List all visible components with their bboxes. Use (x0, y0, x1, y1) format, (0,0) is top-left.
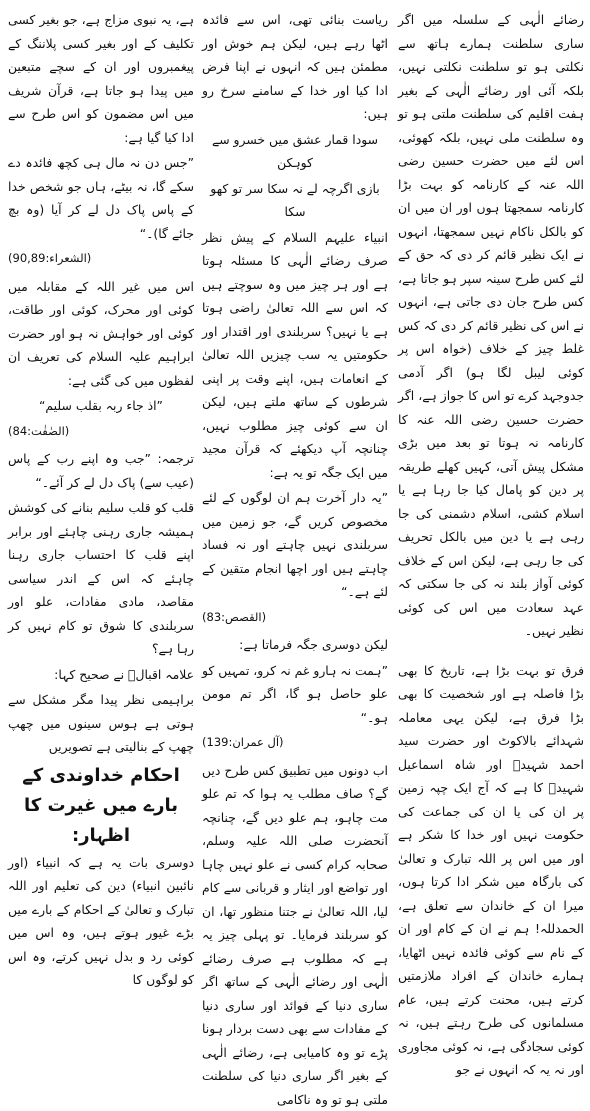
quran-quote: ”یہ دار آخرت ہم ان لوگوں کے لئے مخصوص کریں گے، جو زمین میں سربلندی نہیں چاہتے اور نہ فساد چاہتے ہیں اور اچھا انجام متقین کے لئے ہے۔“ (202, 486, 388, 604)
paragraph: رضائے الٰہی کے سلسلہ میں اگر ساری سلطنت ہمارے ہاتھ سے نکلتی ہو تو سلطنت نکلتی نہیں، بلکہ آئی اور رضائے الٰہی کے بغیر ہفت اقلیم کی سلطنت ملتی ہو تو وہ سلطنت ملی نہیں، بلکہ کھوئی، اس لئے میں حضرت حسین رضی اللہ عنہ کے کارنامہ کو بہت بڑا کارنامہ سمجھتا ہوں اور ان میں ان کو بالکل ناکام نہیں سمجھتا، انہوں نے ایک نظیر قائم کر دی کہ حق کے لئے کس طرح سینہ سپر ہو جاتا ہے، کس طرح جان دی جاتی ہے، انہوں نے اس کی نظیر قائم کر دی کہ کس غلط چیز کے خلاف (خواہ اس پر کوئی لیبل لگا ہو) اگر آدمی جدوجہد کرے تو اس کا جواز ہے، اگر حضرت حسین رضی اللہ عنہ کا کارنامہ نہ ہوتا تو بعد میں بڑی مشکل پیش آتی، کہیں کھلے طریقہ پر دین کو پامال کیا جا رہا ہے یا اسلام کشی، اسلام دشمنی کی جا رہی ہے یا دین میں بالکل تحریف کی جا رہی ہے، لیکن اس کے خلاف کوئی آواز بلند نہ کی جا سکتی کہ عہد سعادت میں اس کی کوئی نظیر نہیں۔ (398, 8, 584, 643)
quran-reference: (الصٰفٰت:84) (8, 420, 194, 444)
paragraph: فرق تو بہت بڑا ہے، تاریخ کا بھی بڑا فاصلہ ہے اور شخصیت کا بھی بڑا فرق ہے، لیکن یہی معاملہ شہدائے بالاکوٹ اور حضرت سید احمد شہیدؒ اور شاہ اسماعیل شہیدؒ کا ہے کہ آج ایک چپہ زمین پر ان کی یا ان کی جماعت کی حکومت نہیں اور خدا کا شکر ہے اور میں اس پر اللہ تبارک و تعالیٰ کی بارگاہ میں شکر ادا کرتا ہوں، میرا ان کے خاندان سے تعلق ہے، الحمدللہ! ہم نے ان کے کام اور ان کے نام سے کوئی فائدہ نہیں اٹھایا، ہمارے خاندان کے افراد ملازمتیں کرتے ہیں، محنت کرتے ہیں، عام مسلمانوں کی طرح رہتے ہیں، نہ کوئی سجادگی ہے، نہ کوئی مجاوری اور نہ یہ کہ انہوں نے جو (398, 659, 584, 1082)
quran-reference: (القصص:83) (202, 606, 388, 630)
section-heading: احکام خداوندی کے بارے میں غیرت کا اظہار: (8, 761, 194, 851)
paragraph: دوسری بات یہ ہے کہ انبیاء (اور نائبین انبیاء) دین کی تعلیم اور اللہ تبارک و تعالیٰ کے احکام کے بارے میں بڑے غیور ہوتے ہیں، وہ اس میں کوئی رد و بدل نہیں کرتے، وہ اس کو لوگوں کا (8, 851, 194, 992)
column-right (398, 8, 584, 914)
paragraph-gap (398, 645, 584, 659)
paragraph: ریاست بنائی تھی، اس سے فائدہ اٹھا رہے ہیں، لیکن ہم خوش اور مطمئن ہیں کہ انہوں نے اپنا فرض ادا کیا اور خدا کے سامنے سرخ رو ہیں: (202, 8, 388, 126)
arabic-quote: ”اذ جاء ربہ بقلب سلیم“ (8, 394, 194, 418)
column-left (8, 8, 194, 914)
paragraph: اب دونوں میں تطبیق کس طرح دیں گے؟ صاف مطلب یہ ہوا کہ تم علو مت چاہو، ہم علو دیں گے، چنانچہ آنحضرت صلی اللہ علیہ وسلم، صحابہ کرام کسی نے علو نہیں چاہا اور تواضع اور ایثار و قربانی سے کام لیا، اللہ تعالیٰ نے جتنا منظور تھا، ان کو سربلند فرمایا۔ تو پہلی چیز یہ ہے کہ مطلوب ہے صرف رضائے الٰہی اور رضائے الٰہی کے ساتھ اگر ساری دنیا کے فوائد اور ساری دنیا کے مفادات سے بھی دست بردار ہونا پڑے تو وہ کامیابی ہے، رضائے الٰہی کے بغیر اگر ساری دنیا کی سلطنت ملتی ہو تو وہ ناکامی (202, 759, 388, 1111)
poetry-verse: بازی اگرچہ لے نہ سکا سر تو کھو سکا (202, 177, 388, 224)
paragraph: ہے، یہ نبوی مزاج ہے، جو بغیر کسی تکلیف کے اور بغیر کسی پلاننگ کے پیغمبروں اور ان کے سچے متبعین میں پیدا ہو جاتا ہے، قرآن شریف میں اس مضمون کو اس طرح سے ادا کیا گیا ہے: (8, 8, 194, 149)
paragraph: قلب کو قلب سلیم بنانے کی کوشش ہمیشہ جاری رہنی چاہئے اور برابر اپنے قلب کا احتساب جاری رہنا چاہئے کہ اس کے اندر سیاسی مقاصد، مادی مفادات، علو اور سربلندی کا شوق تو کام نہیں کر رہا ہے؟ (8, 496, 194, 661)
quran-reference: (الشعراء:90,89) (8, 247, 194, 271)
quran-quote: ”ہمت نہ ہارو غم نہ کرو، تمہیں کو علو حاصل ہو گا، اگر تم مومن ہو۔“ (202, 659, 388, 730)
paragraph: اس میں غیر اللہ کے مقابلہ میں کوئی اور محرک، کوئی اور طاقت، کوئی اور خواہش نہ ہو اور حضرت ابراہیم علیہ السلام کی تعریف ان لفظوں میں کی گئی ہے: (8, 275, 194, 393)
poetry-verse: براہیمی نظر پیدا مگر مشکل سے ہوتی ہے ہوس سینوں میں چھپ چھپ کے بنالیتی ہے تصویریں (8, 688, 194, 759)
translation: ترجمہ: ”جب وہ اپنے رب کے پاس (عیب سے) پاک دل لے کر آئے۔“ (8, 447, 194, 494)
poetry-verse: سودا قمار عشق میں خسرو سے کوہکن (202, 128, 388, 175)
paragraph: لیکن دوسری جگہ فرماتا ہے: (202, 633, 388, 657)
quran-quote: ”جس دن نہ مال ہی کچھ فائدہ دے سکے گا، نہ بیٹے، ہاں جو شخص خدا کے پاس پاک دل لے کر آیا (وہ بچ جائے گا)۔“ (8, 151, 194, 245)
quran-reference: (آل عمران:139) (202, 731, 388, 755)
paragraph: انبیاء علیہم السلام کے پیش نظر صرف رضائے الٰہی کا مسئلہ ہوتا ہے اور ہر چیز میں وہ سوچتے ہیں کہ اس سے اللہ تعالیٰ راضی ہوتا ہے یا نہیں؟ سربلندی اور اقتدار اور حکومتیں یہ سب چیزیں اللہ تعالیٰ کے انعامات ہیں، اپنے وقت پر اپنی شرطوں کے ساتھ ملتے ہیں، لیکن ان سے کوئی چیز مطلوب نہیں، چنانچہ آپ دیکھئے کہ قرآن مجید میں ایک جگہ تو یہ ہے: (202, 226, 388, 485)
column-middle (202, 8, 388, 914)
paragraph: علامہ اقبالؒ نے صحیح کہا: (8, 663, 194, 687)
